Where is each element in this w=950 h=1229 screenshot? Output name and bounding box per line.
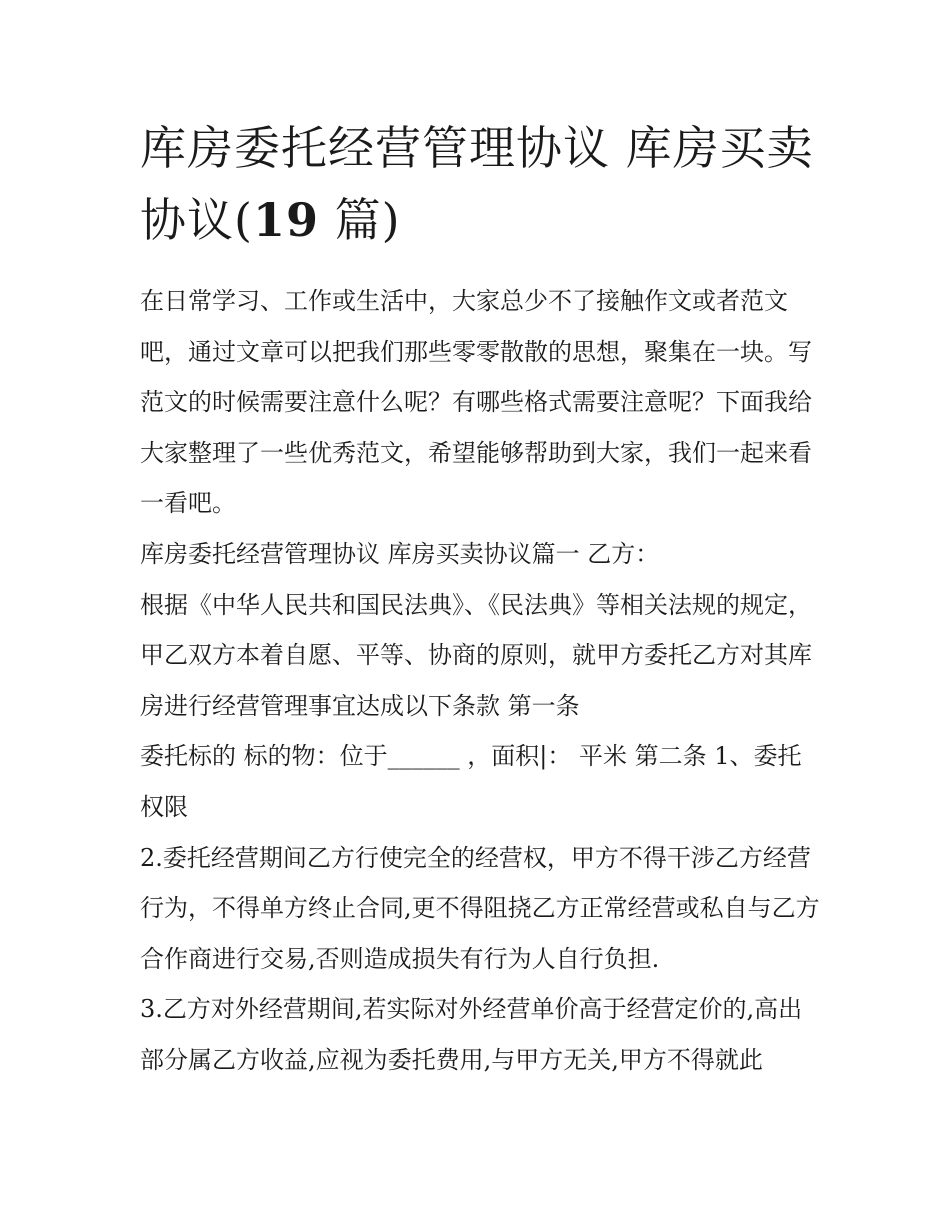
title-count: 19	[252, 193, 319, 247]
title-text-part1: 库房委托经营管理协议 库房买卖协议(	[140, 121, 814, 247]
preamble-paragraph: 根据《中华人民共和国民法典》、《民法典》等相关法规的规定，甲乙双方本着自愿、平等、协商的原则，就甲方委托乙方对其库房进行经营管理事宜达成以下条款 第一条	[140, 590, 812, 720]
intro-paragraph: 在日常学习、工作或生活中，大家总少不了接触作文或者范文吧，通过文章可以把我们那些零零散散的思想，聚集在一块。写范文的时候需要注意什么呢？有哪些格式需要注意呢？下面我给大家整理了一些优秀范文，希望能够帮助到大家，我们一起来看一看吧。	[140, 287, 812, 518]
article-one-paragraph: 委托标的 标的物：位于______ ，面积|： 平米 第二条 1、委托权限	[140, 742, 802, 821]
document-body	[140, 276, 820, 1086]
clause-2-paragraph: 2.委托经营期间乙方行使完全的经营权，甲方不得干涉乙方经营行为，不得单方终止合同,更不得阻挠乙方正常经营或私自与乙方合作商进行交易,否则造成损失有行为人自行负担.	[140, 843, 820, 973]
clause-3-paragraph: 3.乙方对外经营期间,若实际对外经营单价高于经营定价的,高出部分属乙方收益,应视为委托费用,与甲方无关,甲方不得就此	[140, 995, 803, 1074]
title-text-part2: 篇)	[318, 193, 401, 247]
document-title	[140, 112, 820, 256]
section-heading: 库房委托经营管理协议 库房买卖协议篇一 乙方：	[140, 539, 660, 568]
